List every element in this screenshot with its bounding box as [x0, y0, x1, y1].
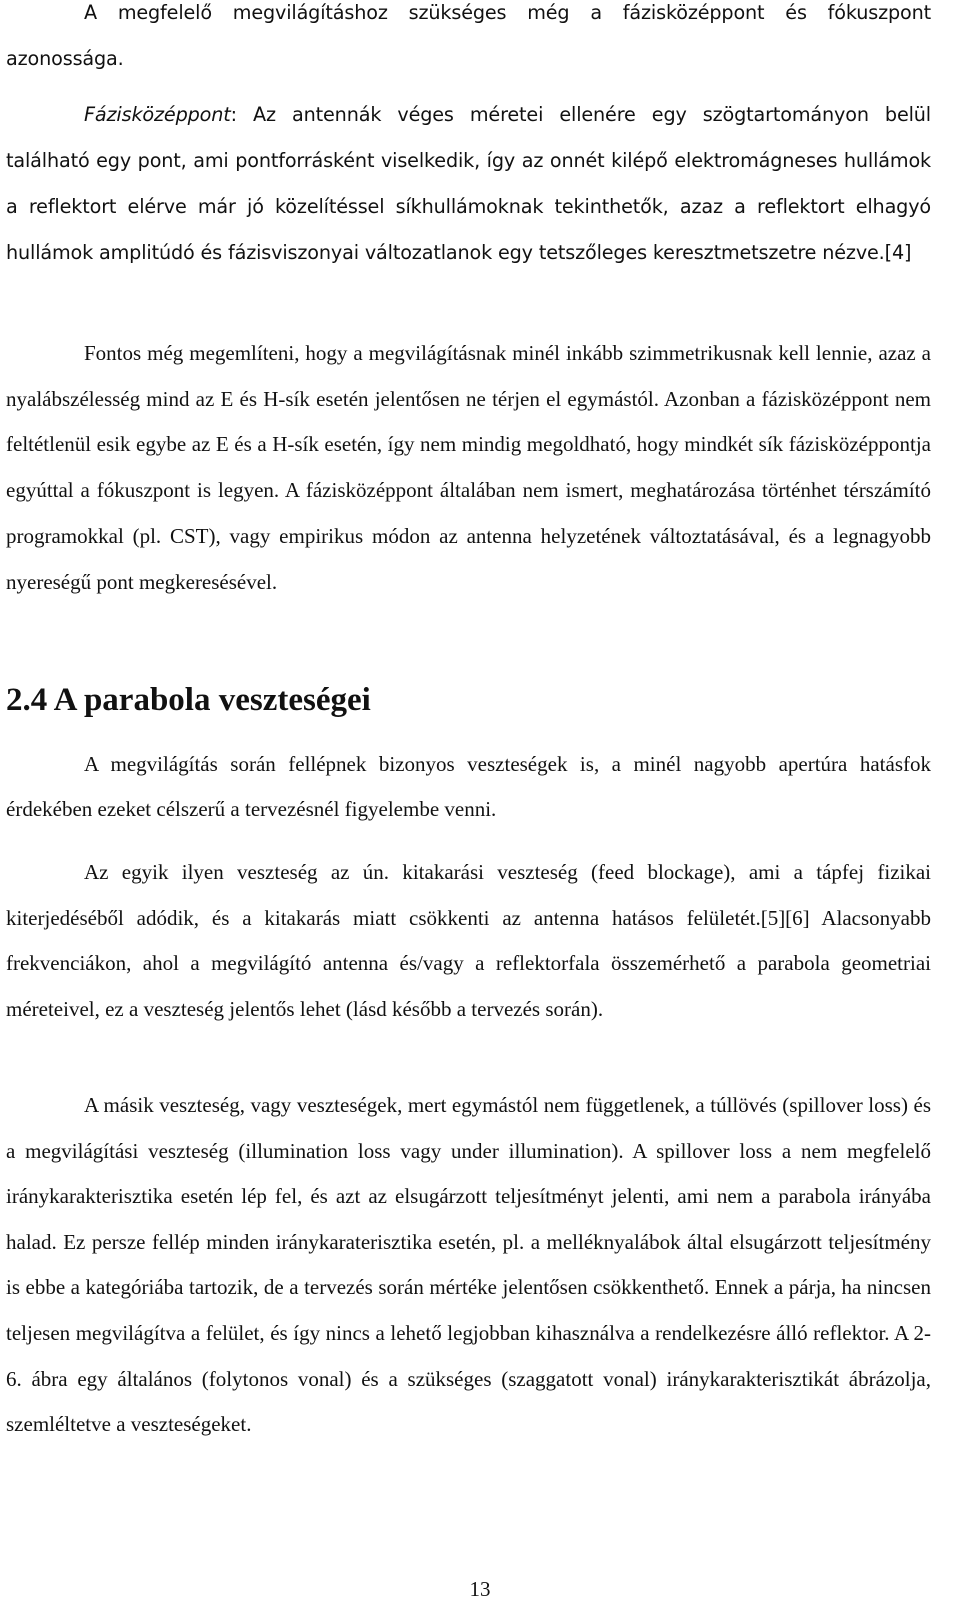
page-number: 13	[469, 1577, 491, 1601]
paragraph-spillover-loss: A másik veszteség, vagy veszteségek, mert egymástól nem függetlenek, a túllövés (spillover loss) és a megvilágítási veszteség (illumination loss vagy under illumination). A spillover loss a nem megfelelő iránykarakterisztika esetén lép fel, és azt az elsugárzott teljesítményt jelenti, ami nem a parabola irányába halad. Ez persze fellép minden iránykaraterisztika esetén, pl. a melléknyalábok által elsugárzott teljesítmény is ebbe a kategóriába tartozik, de a tervezés során mértéke jelentősen csökkenthető. Ennek a párja, ha nincsen teljesen megvilágítva a felület, és így nincs a lehető legjobban kihasználva a rendelkezésre álló reflektor. A 2-6. ábra egy általános (folytonos vonal) és a szükséges (szaggatott vonal) iránykarakterisztikát ábrázolja, szemléltetve a veszteségeket.	[6, 1093, 931, 1437]
section-heading: 2.4 A parabola veszteségei	[6, 682, 371, 718]
paragraph-phase-center-intro: A megfelelő megvilágításhoz szükséges még a fázisközéppont és fókuszpont azonossága.	[6, 1, 931, 70]
paragraph-symmetric-illumination: Fontos még megemlíteni, hogy a megvilágításnak minél inkább szimmetrikusnak kell lennie, azaz a nyalábszélesség mind az E és H-sík esetén jelentősen ne térjen el egymástól. Azonban a fázisközéppont nem feltétlenül esik egybe az E és a H-sík esetén, így nem mindig megoldható, hogy mindkét sík fázisközéppontja egyúttal a fókuszpont is legyen. A fázisközéppont általában nem ismert, meghatározása történhet térszámító programokkal (pl. CST), vagy empirikus módon az antenna helyzetének változtatásával, és a legnagyobb nyereségű pont megkeresésével.	[6, 341, 931, 594]
paragraph-phase-center-definition	[6, 92, 931, 276]
paragraph-losses-intro: A megvilágítás során fellépnek bizonyos veszteségek is, a minél nagyobb apertúra hatásfok érdekében ezeket célszerű a tervezésnél figyelembe venni.	[6, 752, 931, 821]
paragraph-feed-blockage: Az egyik ilyen veszteség az ún. kitakarási veszteség (feed blockage), ami a tápfej fizikai kiterjedéséből adódik, és a kitakarás miatt csökkenti az antenna hatásos felületét.[5][6] Alacsonyabb frekvenciákon, ahol a megvilágító antenna és/vagy a reflektorfala összemérhető a parabola geometriai méreteivel, ez a veszteség jelentős lehet (lásd később a tervezés során).	[6, 860, 931, 1021]
definition-text: : Az antennák véges méretei ellenére egy szögtartományon belül található egy pont, ami pontforrásként viselkedik, így az onnét kilépő elektromágneses hullámok a reflektort elérve már jó közelítéssel síkhullámoknak tekinthetők, azaz a reflektort elhagyó hullámok amplitúdó és fázisviszonyai változatlanok egy tetszőleges keresztmetszetre nézve.[4]	[6, 103, 931, 264]
term-phase-center: Fázisközéppont	[84, 103, 231, 126]
